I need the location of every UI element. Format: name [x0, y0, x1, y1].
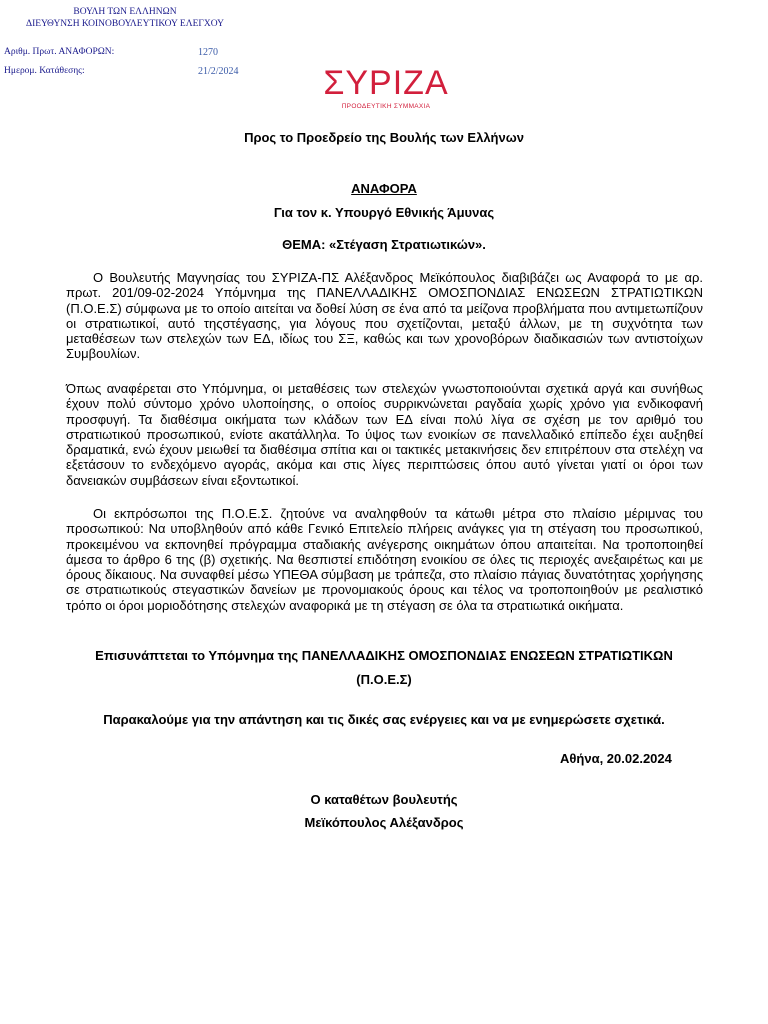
- org-name: ΒΟΥΛΗ ΤΩΝ ΕΛΛΗΝΩΝ: [73, 7, 177, 17]
- paragraph-text: Όπως αναφέρεται στο Υπόμνημα, οι μεταθέσεις των στελεχών γνωστοποιούνται σχετικά αργά και συνήθως έχουν πολύ σύντομο χρόνο υλοποίησης, ο οποίος συρρικνώνεται ραγδαία χωρίς χρόνο για ενδικοφανή προσφυγή. Τα διαθέσιμα οικήματα των κλάδων των ΕΔ είναι πολύ λίγα σε σχέση με τον αριθμό του στρατιωτικού προσωπικού, ενίοτε ακατάλληλα. Το ύψος των ενοικίων σε πανελλαδικό επίπεδο έχει αυξηθεί δραματικά, ενώ έχουν μειωθεί τα διαθέσιμα σπίτια και οι τακτικές μετακινήσεις δεν επιτρέπουν στα στελέχη να εξετάσουν το ενδεχόμενο αγοράς, ακόμα και στις λίγες περιπτώσεις όπου αυτό γίνεται γιατί οι όροι των δανειακών συμβάσεων είναι εξοντωτικοί.: [66, 381, 703, 488]
- filing-date: 21/2/2024: [198, 66, 239, 77]
- filing-date-label: Ημερομ. Κατάθεσης:: [4, 66, 85, 76]
- syriza-logo: [320, 62, 452, 112]
- protocol-label: Αριθμ. Πρωτ. ΑΝΑΦΟΡΩΝ:: [4, 47, 115, 57]
- org-department: ΔΙΕΥΘΥΝΣΗ ΚΟΙΝΟΒΟΥΛΕΥΤΙΚΟΥ ΕΛΕΓΧΟΥ: [25, 19, 225, 29]
- place-date: Αθήνα, 20.02.2024: [560, 751, 672, 766]
- recipient: Για τον κ. Υπουργό Εθνικής Άμυνας: [273, 205, 495, 220]
- body-paragraph-2: [66, 381, 703, 488]
- attachment-note: Επισυνάπτεται το Υπόμνημα της ΠΑΝΕΛΛΑΔΙΚΗΣ ΟΜΟΣΠΟΝΔΙΑΣ ΕΝΩΣΕΩΝ ΣΤΡΑΤΙΩΤΙΚΩΝ: [95, 648, 673, 663]
- signature-name: Μεϊκόπουλος Αλέξανδρος: [304, 815, 464, 830]
- attachment-note-abbrev: (Π.Ο.Ε.Σ): [356, 672, 412, 687]
- request-line: Παρακαλούμε για την απάντηση και τις δικές σας ενέργειες και να με ενημερώσετε σχετικά.: [103, 712, 665, 727]
- document-type: [0, 181, 768, 196]
- addressee: Προς το Προεδρείο της Βουλής των Ελλήνων: [244, 130, 524, 145]
- protocol-number: 1270: [198, 47, 218, 58]
- logo-subtitle: ΠΡΟΟΔΕΥΤΙΚΗ ΣΥΜΜΑΧΙΑ: [341, 103, 431, 110]
- subject: ΘΕΜΑ: «Στέγαση Στρατιωτικών».: [282, 237, 486, 252]
- signature-title: Ο καταθέτων βουλευτής: [310, 792, 458, 807]
- body-paragraph-1: [66, 270, 703, 362]
- paragraph-text: Οι εκπρόσωποι της Π.Ο.Ε.Σ. ζητούνε να αναληφθούν τα κάτωθι μέτρα στο πλαίσιο μέριμνας του προσωπικού: Να υποβληθούν από κάθε Γενικό Επιτελείο πλήρεις ανάγκες για τη στέγαση του προσωπικού, προκειμένου να εκπονηθεί πρόγραμμα σταδιακής ανέγερσης οικημάτων όπου απαιτείται. Να τροποποιηθεί άμεσα το άρθρο 6 της (β) σχετικής. Να θεσπιστεί επιδότηση ενοικίου σε όλες τις περιοχές ανεξαιρέτως και με όρους δίκαιους. Να συναφθεί μέσω ΥΠΕΘΑ σύμβαση με τράπεζα, στο πλαίσιο πάγιας δυνατότητας χορήγησης σε στρατιωτικούς στεγαστικών δανείων με προνομιακούς όρους και τέλος να τροποποιηθούν με ρεαλιστικό τρόπο οι όροι μοριοδότησης στελεχών αναφορικά με τη στέγαση σε όλα τα στρατιωτικά οικήματα.: [66, 506, 703, 613]
- document-type-label: ΑΝΑΦΟΡΑ: [351, 181, 417, 196]
- logo-wordmark: ΣΥΡΙΖΑ: [323, 64, 449, 102]
- body-paragraph-3: [66, 506, 703, 613]
- paragraph-text: Ο Βουλευτής Μαγνησίας του ΣΥΡΙΖΑ-ΠΣ Αλέξανδρος Μεϊκόπουλος διαβιβάζει ως Αναφορά το με αρ. πρωτ. 201/09-02-2024 Υπόμνημα της ΠΑΝΕΛΛΑΔΙΚΗΣ ΟΜΟΣΠΟΝΔΙΑΣ ΕΝΩΣΕΩΝ ΣΤΡΑΤΙΩΤΙΚΩΝ (Π.Ο.Ε.Σ) σύμφωνα με το οποίο αιτείται να δοθεί λύση σε ένα από τα μείζονα προβλήματα που αντιμετωπίζουν οι στρατιωτικοί, αυτό τηςστέγασης, για λόγους που σχετίζονται, μεταξύ άλλων, με τη συχνότητα των μεταθέσεων των στελεχών των ΕΔ, ιδίως του ΣΞ, καθώς και των χρονοβόρων διαδικασιών των αντιστοίχων Συμβουλίων.: [66, 270, 703, 362]
- parliament-header: [0, 6, 250, 30]
